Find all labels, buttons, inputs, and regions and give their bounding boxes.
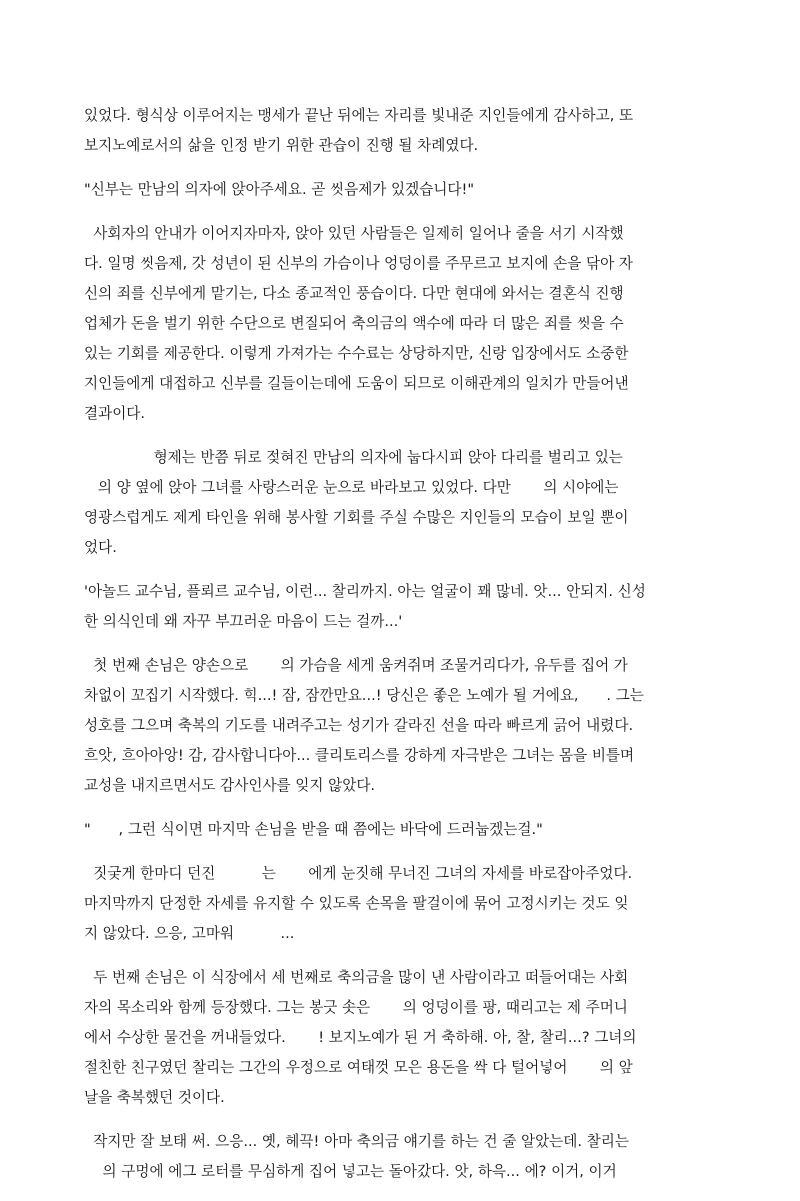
text-line: 절친한 친구였던 찰리는 그간의 우정으로 여태껏 모은 용돈을 싹 다 털어넣어 의 앞	[84, 1059, 633, 1076]
text-line: 영광스럽게도 제게 타인을 위해 봉사할 기회를 주실 수많은 지인들의 모습이 보일 뿐이	[84, 509, 629, 526]
text-line: 사회자의 안내가 이어지자마자, 앉아 있던 사람들은 일제히 일어나 줄을 서기 시작했	[84, 225, 624, 242]
text-line: 업체가 돈을 벌기 위한 수단으로 변질되어 축의금의 액수에 따라 더 많은 죄를 씻을 수	[84, 315, 624, 332]
text-line: 결과이다.	[84, 405, 146, 422]
text-line: 날을 축복했던 것이다.	[84, 1089, 225, 1106]
text-line: 차없이 꼬집기 시작했다. 힉...! 잠, 잠깐만요...! 당신은 좋은 노예가 될 거에요, . 그는	[84, 687, 644, 704]
text-line: 있는 기회를 제공한다. 이렇게 가져가는 수수료는 상당하지만, 신랑 입장에서도 소중한	[84, 345, 629, 362]
paragraph	[84, 577, 720, 637]
text-line: 두 번째 손님은 이 식장에서 세 번째로 축의금을 많이 낸 사람이라고 떠들어대는 사회	[84, 969, 629, 986]
text-line: 지 않았다. 으응, 고마워 ...	[84, 925, 295, 942]
paragraph	[84, 815, 720, 845]
document-page	[84, 101, 720, 1201]
paragraph	[84, 175, 720, 205]
text-line: '아놀드 교수님, 플뢰르 교수님, 이런... 찰리까지. 아는 얼굴이 꽤 많네. 앗... 안되지. 신성	[84, 583, 646, 600]
text-line: 첫 번째 손님은 양손으로 의 가슴을 세게 움켜쥐며 조물거리다가, 유두를 집어 가	[84, 657, 628, 674]
text-line: 성호를 그으며 축복의 기도를 내려주고는 성기가 갈라진 선을 따라 빠르게 긁어 내렸다.	[84, 717, 634, 734]
text-line: 에서 수상한 물건을 꺼내들었다. ! 보지노예가 된 거 축하해. 아, 찰, 찰리...? 그녀의	[84, 1029, 637, 1046]
paragraph	[84, 859, 720, 949]
paragraph	[84, 963, 720, 1113]
paragraph	[84, 443, 720, 563]
text-line: 교성을 내지르면서도 감사인사를 잊지 않았다.	[84, 777, 376, 794]
text-line: 형제는 반쯤 뒤로 젖혀진 만남의 의자에 눕다시피 앉아 다리를 벌리고 있는	[84, 449, 623, 466]
paragraph	[84, 101, 720, 161]
text-line: 한 의식인데 왜 자꾸 부끄러운 마음이 드는 걸까...'	[84, 613, 403, 630]
text-line: 다. 일명 씻음제, 갓 성년이 된 신부의 가슴이나 엉덩이를 주무르고 보지에 손을 닦아 자	[84, 255, 633, 272]
paragraph	[84, 651, 720, 801]
text-line: 흐앗, 흐아아앙! 감, 감사합니다아... 클리토리스를 강하게 자극받은 그녀는 몸을 비틀며	[84, 747, 635, 764]
text-line: 있었다. 형식상 이루어지는 맹세가 끝난 뒤에는 자리를 빛내준 지인들에게 감사하고, 또	[84, 107, 634, 124]
text-line: "신부는 만남의 의자에 앉아주세요. 곧 씻음제가 있겠습니다!"	[84, 181, 475, 198]
text-line: 자의 목소리와 함께 등장했다. 그는 봉긋 솟은 의 엉덩이를 팡, 때리고는 제 주머니	[84, 999, 628, 1016]
text-line: 의 양 옆에 앉아 그녀를 사랑스러운 눈으로 바라보고 있었다. 다만 의 시야에는	[84, 479, 619, 496]
text-line: 의 구멍에 에그 로터를 무심하게 집어 넣고는 돌아갔다. 앗, 하윽... 에? 이거, 이거	[84, 1163, 617, 1180]
text-line: 신의 죄를 신부에게 맡기는, 다소 종교적인 풍습이다. 다만 현대에 와서는 결혼식 진행	[84, 285, 624, 302]
text-line: " , 그런 식이면 마지막 손님을 받을 때 쯤에는 바닥에 드러눕겠는걸."	[84, 821, 543, 838]
text-line: 지인들에게 대접하고 신부를 길들이는데에 도움이 되므로 이해관계의 일치가 만들어낸	[84, 375, 629, 392]
text-line: 마지막까지 단정한 자세를 유지할 수 있도록 손목을 팔걸이에 묶어 고정시키는 것도 잊	[84, 895, 629, 912]
text-line: 짓궂게 한마디 던진 는 에게 눈짓해 무너진 그녀의 자세를 바로잡아주었다.	[84, 865, 633, 882]
paragraph	[84, 219, 720, 429]
paragraph	[84, 1127, 720, 1187]
text-line: 었다.	[84, 539, 117, 556]
text-line: 보지노예로서의 삶을 인정 받기 위한 관습이 진행 될 차례였다.	[84, 137, 479, 154]
text-line: 작지만 잘 보태 써. 으응... 옛, 헤끅! 아마 축의금 얘기를 하는 건 줄 알았는데. 찰리는	[84, 1133, 629, 1150]
